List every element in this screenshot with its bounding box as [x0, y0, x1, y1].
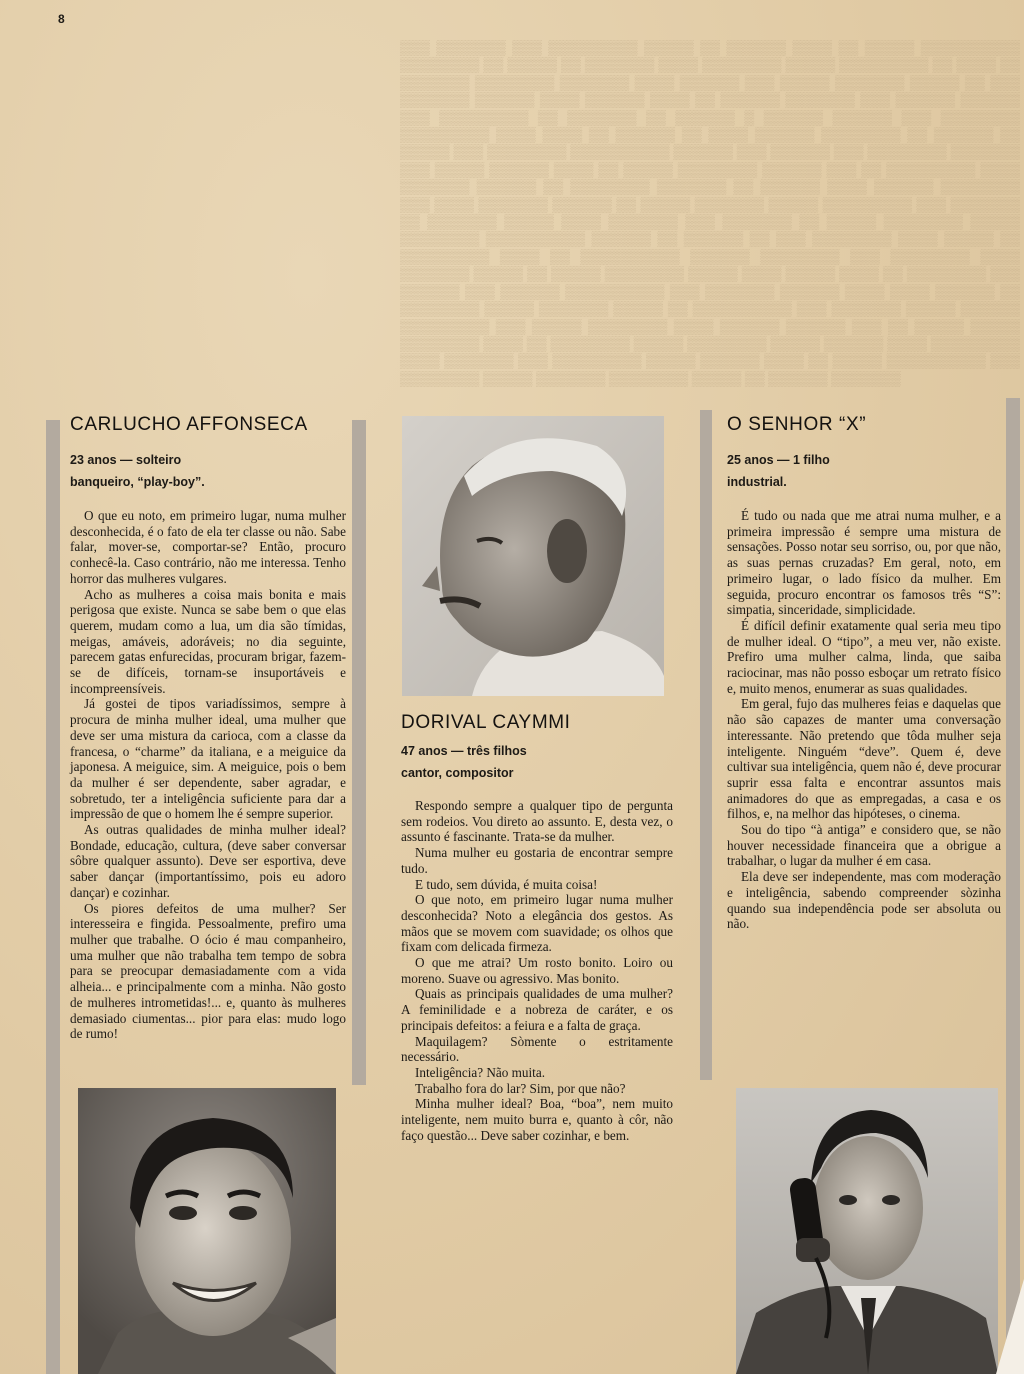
show-through-texture: ▒▒▒ ▒▒▒▒▒▒▒ ▒▒▒ ▒▒▒▒▒▒▒▒▒ ▒▒▒▒▒ ▒▒ ▒▒▒▒▒▒ ▒▒▒▒ ▒▒ ▒▒▒▒▒ ▒▒▒▒▒▒▒▒▒▒ ▒▒▒▒▒▒▒▒ ▒▒ ▒▒▒▒▒ ▒▒ ▒▒▒▒▒▒▒ ▒▒▒▒ ▒▒▒▒▒▒▒▒ ▒▒▒▒▒ ▒▒▒▒▒▒▒▒▒ ▒▒ ▒▒▒▒ ▒▒ ▒▒▒▒▒▒▒ ▒▒▒▒▒▒▒▒ ▒▒▒▒▒▒▒ ▒▒▒▒ ▒▒▒▒▒▒ ▒▒▒ ▒▒▒▒▒ ▒▒▒▒▒▒▒ ▒▒▒▒▒ ▒▒ ▒▒▒ ▒▒▒▒▒▒▒ ▒▒▒▒▒▒ ▒▒▒▒ ▒▒▒▒▒▒ ▒▒▒▒ ▒▒ ▒▒▒▒▒▒ ▒▒▒▒▒▒▒ ▒▒▒ ▒▒▒▒▒▒ ▒▒▒▒▒▒ ▒▒▒ ▒▒▒▒▒▒▒▒▒ ▒▒ ▒▒▒▒▒▒▒ ▒▒ ▒▒▒▒▒▒ ▒ ▒▒▒▒▒▒ ▒▒▒▒▒▒ ▒▒▒ ▒▒▒▒▒▒▒▒ ▒▒▒▒▒▒▒▒▒ ▒▒▒▒ ▒▒▒▒ ▒▒ ▒▒▒▒▒▒ ▒▒ ▒▒▒▒ ▒▒▒▒▒▒ ▒▒▒▒▒▒▒▒ ▒▒ ▒▒▒▒▒▒ ▒▒ ▒▒▒▒▒ ▒▒▒ ▒▒▒▒▒▒▒▒ ▒▒▒▒▒▒▒▒▒▒ ▒▒▒▒▒▒ ▒▒▒ ▒▒▒▒▒▒ ▒▒▒ ▒▒▒▒▒▒▒▒ ▒▒▒▒▒▒▒ ▒▒▒ ▒▒▒▒▒ ▒▒▒▒▒▒ ▒▒▒▒ ▒▒ ▒▒▒▒▒ ▒▒▒▒▒▒▒▒ ▒▒▒▒▒▒ ▒▒▒ ▒▒ ▒▒▒▒▒▒▒▒▒ ▒▒▒▒ ▒▒▒▒▒▒▒ ▒▒▒▒▒▒ ▒▒ ▒▒▒▒▒▒▒▒ ▒▒▒▒▒▒▒ ▒▒ ▒▒▒▒▒▒ ▒▒▒▒ ▒▒▒▒▒▒ ▒▒▒▒▒▒▒▒ ▒▒▒ ▒▒▒▒ ▒▒▒▒▒▒▒ ▒▒▒▒▒▒ ▒▒ ▒▒▒▒▒ ▒▒▒▒▒▒▒ ▒▒▒▒▒ ▒▒▒▒▒▒▒▒▒ ▒▒▒ ▒▒▒▒▒▒▒ ▒▒ ▒▒▒▒▒▒▒ ▒▒▒▒▒ ▒▒▒▒ ▒▒▒▒▒▒▒ ▒▒▒ ▒▒▒▒▒▒▒ ▒▒ ▒▒▒▒▒ ▒▒▒▒▒▒▒▒ ▒▒▒▒▒ ▒▒▒▒▒▒▒▒ ▒▒▒▒▒▒▒▒▒▒ ▒▒▒▒▒▒ ▒▒ ▒▒▒▒▒▒ ▒▒ ▒▒▒ ▒▒▒▒▒▒▒▒ ▒▒▒▒ ▒▒▒▒▒ ▒▒ ▒▒▒▒▒▒▒▒▒ ▒▒▒▒ ▒▒ ▒▒▒▒▒▒▒▒▒▒ ▒▒▒▒▒▒ ▒▒▒▒▒▒▒▒ ▒▒▒ ▒▒▒▒▒▒▒▒ ▒▒▒▒ ▒▒▒▒▒▒▒ ▒▒▒▒▒ ▒▒ ▒▒▒▒▒ ▒▒▒▒▒▒▒▒ ▒▒▒▒▒ ▒▒▒▒ ▒▒▒▒▒ ▒▒▒▒ ▒▒ ▒▒▒▒▒▒▒▒ ▒▒▒ ▒▒▒▒▒▒ ▒▒▒ ▒▒▒▒▒▒ ▒▒▒▒▒▒▒▒▒▒ ▒▒▒ ▒▒▒▒▒▒▒ ▒▒▒▒▒▒ ▒▒▒▒ ▒▒▒▒ ▒▒▒▒▒▒ ▒▒ ▒▒▒▒▒▒▒▒ ▒▒▒▒▒ ▒▒▒▒▒▒▒ ▒▒▒▒▒ ▒▒ ▒▒▒▒▒▒▒▒▒▒ ▒▒▒ ▒▒▒▒▒▒▒ ▒▒▒▒▒ ▒▒▒▒▒▒ ▒▒▒▒▒▒▒▒▒ ▒▒▒ ▒▒▒▒▒ ▒▒▒▒▒▒▒▒ ▒▒▒▒ ▒▒▒▒▒▒ ▒▒▒▒▒▒ ▒▒▒ ▒▒ ▒▒▒▒▒ ▒▒▒▒▒ ▒▒▒▒▒▒▒▒ ▒▒▒▒ ▒▒ ▒▒▒▒▒▒▒▒ ▒▒▒▒▒ ▒▒▒▒▒▒▒▒ ▒▒▒▒▒ ▒▒▒▒▒▒ ▒▒▒▒ ▒▒▒▒▒▒▒▒▒ ▒▒▒▒ ▒▒▒▒▒▒▒ ▒▒▒ ▒▒▒▒▒▒▒▒▒ ▒▒▒▒▒ ▒▒▒▒▒▒ ▒▒▒▒ ▒▒ ▒▒▒▒▒ ▒▒▒▒▒▒▒▒▒▒ ▒▒▒ ▒▒▒▒▒▒▒▒ ▒▒▒▒▒ ▒▒▒▒▒▒▒ ▒▒▒▒▒▒▒▒ ▒▒▒▒▒ ▒▒ ▒▒▒▒▒▒ ▒▒▒▒▒▒▒ [400, 41, 1020, 387]
answer-paragraph: É difícil definir exatamente qual seria meu tipo de mulher ideal. O “tipo”, a meu ver, não existe. Prefiro uma mulher calma, linda, que saiba raciocinar, mas não posso esboçar um retrato físico e, muito menos, enumerar as suas qualidades. [727, 617, 1001, 696]
answer-paragraph: O que noto, em primeiro lugar numa mulher desconhecida? Noto a elegância dos gestos. As mãos que se movem com suavidade; os olhos que fixam com delicada firmeza. [401, 892, 673, 955]
profile-name: DORIVAL CAYMMI [401, 712, 571, 733]
answer-paragraph: Quais as principais qualidades de uma mulher? A feminilidade e a nobreza de caráter, e os principais defeitos: a feiura e a falta de graça. [401, 986, 673, 1033]
profile-answers [70, 508, 346, 1042]
profile-age-status: 25 anos — 1 filho [727, 453, 830, 467]
column-rule-left [46, 420, 60, 1374]
photo-carlucho [78, 1088, 336, 1374]
profile-age-status: 47 anos — três filhos [401, 744, 527, 758]
answer-paragraph: Trabalho fora do lar? Sim, por que não? [415, 1080, 626, 1096]
page-corner-fold [996, 1279, 1024, 1374]
profile-senhor-x [727, 414, 1001, 932]
profile-answers [727, 508, 1001, 932]
profile-occupation: banqueiro, “play-boy”. [70, 475, 205, 489]
profile-occupation: industrial. [727, 475, 787, 489]
answer-paragraph: Os piores defeitos de uma mulher? Ser interesseira e fingida. Pessoalmente, prefiro uma mulher que trabalhe. O ócio é mau companheiro, uma mulher que não trabalha tem tempo de sobra para se preocupar demasiadamente com a vida alheia... e principalmente com a minha. Não gosto de mulheres intrometidas!... e, quanto às mulheres demasiado ciumentas... pior para elas: mudo logo de rumo! [70, 900, 346, 1042]
photo-senhor-x [736, 1088, 998, 1374]
profile-name: O SENHOR “X” [727, 414, 867, 435]
answer-paragraph: O que me atrai? Um rosto bonito. Loiro ou moreno. Suave ou agressivo. Mas bonito. [401, 955, 673, 986]
answer-paragraph: E tudo, sem dúvida, é muita coisa! [415, 876, 598, 892]
answer-paragraph: Respondo sempre a qualquer tipo de pergunta sem rodeios. Vou direto ao assunto. E, desta vez, o assunto é fascinante. Trata-se da mulher. [401, 798, 673, 845]
column-rule-left-inner [352, 420, 366, 1085]
profile-caymmi [401, 712, 673, 1143]
answer-paragraph: Numa mulher eu gostaria de encontrar sempre tudo. [401, 845, 673, 876]
answer-paragraph: Sou do tipo “à antiga” e considero que, se não houver necessidade financeira que a obrigue a trabalhar, o lugar da mulher é em casa. [727, 822, 1001, 869]
profile-occupation: cantor, compositor [401, 766, 514, 780]
answer-paragraph: As outras qualidades de minha mulher ideal? Bondade, educação, cultura, (deve saber conversar sôbre qualquer assunto). Deve ser esportiva, deve saber dançar (importantíssimo, pois eu adoro dançar) e cozinhar. [70, 822, 346, 900]
photo-dorival-caymmi [402, 416, 664, 696]
answer-paragraph: É tudo ou nada que me atrai numa mulher, e a primeira impressão é sempre uma mistura de sensações. Posso notar seu sorriso, ou, por que não, as suas pernas cruzadas? Em geral, noto, em primeiro lugar, o lado físico da mulher. Em seguida, procuro encontrar os famosos três “S”: simpatia, sinceridade, simplicidade. [727, 508, 1001, 618]
answer-paragraph: Acho as mulheres a coisa mais bonita e mais perigosa que existe. Nunca se sabe bem o que elas querem, mudam como a lua, um dia são tímidas, meigas, amáveis, adoráveis; no dia seguinte, parecem gatas enfurecidas, procuram brigar, fazem-se de difíceis, tornam-se insuportáveis e incompreensíveis. [70, 586, 346, 696]
answer-paragraph: O que eu noto, em primeiro lugar, numa mulher desconhecida, é o fato de ela ter classe ou não. Sabe falar, mover-se, comportar-se? Então, procuro conhecê-la. Caso contrário, não me interessa. Tenho horror das mulheres vulgares. [70, 508, 346, 586]
answer-paragraph: Maquilagem? Sòmente o estritamente necessário. [401, 1033, 673, 1065]
answer-paragraph: Ela deve ser independente, mas com moderação e inteligência, sabendo compreender sòzinha quando sua independência pode ser absoluta ou não. [727, 869, 1001, 932]
answer-paragraph: Inteligência? Não muita. [415, 1064, 545, 1080]
column-rule-right [700, 410, 712, 1080]
profile-carlucho [70, 414, 346, 1042]
page-number: 8 [58, 12, 65, 26]
answer-paragraph: Já gostei de tipos variadíssimos, sempre à procura de minha mulher ideal, uma mulher que deve ser uma mistura da carioca, com a classe da francesa, o “charme” da italiana, e a meiguice da japonesa. A meiguice, sim. A meiguice, pois o bem da mulher é ser dependente, saber agradar, e sobretudo, ter a inteligência suficiente para dar a impressão de que o homem lhe é sempre superior. [70, 696, 346, 822]
answer-paragraph: Minha mulher ideal? Boa, “boa”, nem muito inteligente, nem muito burra e, quanto à côr, não faço questão... Deve saber cozinhar, e bem. [401, 1096, 673, 1143]
profile-age-status: 23 anos — solteiro [70, 453, 182, 467]
profile-answers [401, 798, 673, 1143]
profile-name: CARLUCHO AFFONSECA [70, 414, 308, 435]
column-rule-far-right [1006, 398, 1020, 1374]
answer-paragraph: Em geral, fujo das mulheres feias e daquelas que não são capazes de manter uma conversação interessante. Não pretendo que tôda mulher seja inteligente. Ninguém “deve”. Quem é, deve cultivar sua inteligência, quem não é, deve procurar suprir essa falta e encontrar assuntos mais animadores do que as empregadas, a casa e os filhos, e, na melhor das hipóteses, o cinema. [727, 696, 1001, 822]
